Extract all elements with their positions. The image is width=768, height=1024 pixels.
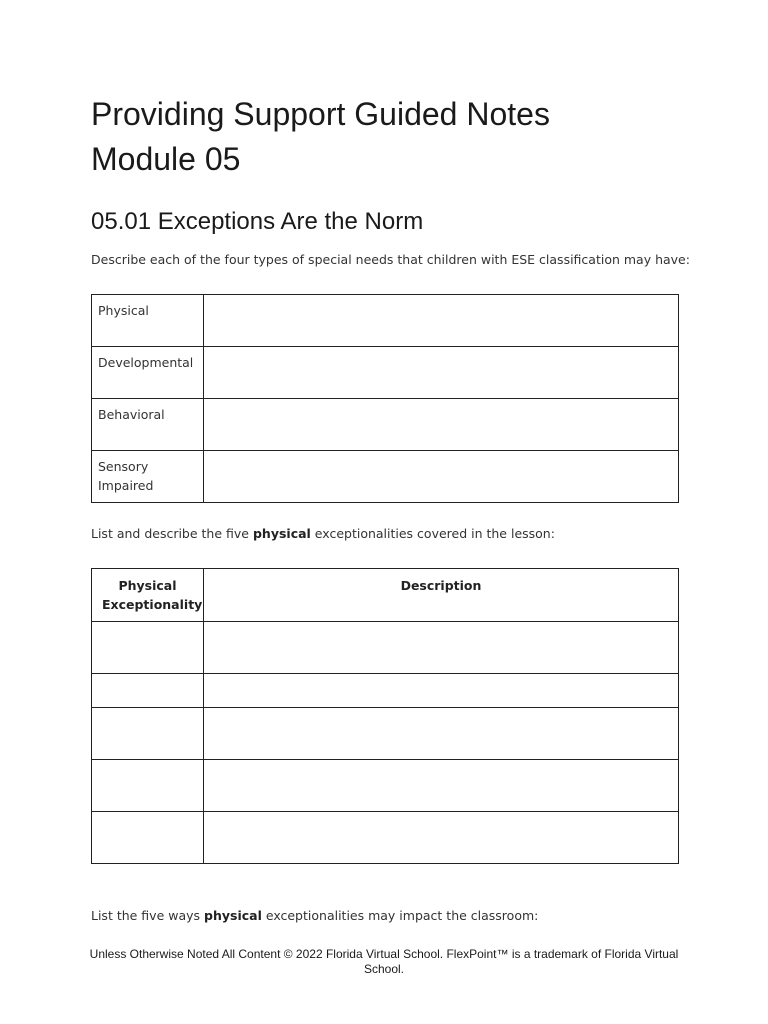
copyright-footer: Unless Otherwise Noted All Content © 2022 Florida Virtual School. FlexPoint™ is a trademark of Florida Virtual School. <box>89 947 679 976</box>
answer-cell-developmental[interactable] <box>204 347 679 399</box>
physical-exceptionalities-table <box>91 568 679 864</box>
table-row <box>92 674 679 708</box>
table-row <box>92 451 679 503</box>
prompt-text: List the five ways <box>91 908 205 923</box>
exceptionality-description-cell[interactable] <box>204 812 679 864</box>
exceptionality-name-cell[interactable] <box>92 708 204 760</box>
type-label-sensory-impaired: Sensory Impaired <box>92 451 204 503</box>
prompt-text: exceptionalities covered in the lesson: <box>310 526 555 541</box>
column-header-exceptionality: Physical Exceptionality <box>92 569 204 622</box>
exceptionality-name-cell[interactable] <box>92 674 204 708</box>
answer-cell-physical[interactable] <box>204 295 679 347</box>
exceptionality-description-cell[interactable] <box>204 708 679 760</box>
title-line-1: Providing Support Guided Notes <box>91 96 550 132</box>
type-label-behavioral: Behavioral <box>92 399 204 451</box>
special-needs-table <box>91 294 679 503</box>
prompt-emphasis: physical <box>252 526 311 541</box>
special-needs-prompt: Describe each of the four types of special needs that children with ESE classification may have: <box>91 252 690 267</box>
title-line-2: Module 05 <box>91 141 241 177</box>
table-header-row <box>92 569 679 622</box>
table-row <box>92 622 679 674</box>
table-row <box>92 295 679 347</box>
table-row <box>92 347 679 399</box>
exceptionality-description-cell[interactable] <box>204 622 679 674</box>
exceptionality-description-cell[interactable] <box>204 760 679 812</box>
exceptionality-name-cell[interactable] <box>92 622 204 674</box>
physical-exceptionalities-prompt <box>91 525 555 543</box>
prompt-emphasis: physical <box>204 908 262 923</box>
type-label-developmental: Developmental <box>92 347 204 399</box>
answer-cell-behavioral[interactable] <box>204 399 679 451</box>
table-row <box>92 399 679 451</box>
classroom-impact-prompt <box>91 907 538 925</box>
type-label-physical: Physical <box>92 295 204 347</box>
section-heading: 05.01 Exceptions Are the Norm <box>91 208 424 235</box>
table-row <box>92 708 679 760</box>
prompt-text: List and describe the five <box>91 526 253 541</box>
answer-cell-sensory-impaired[interactable] <box>204 451 679 503</box>
page-title <box>91 92 691 182</box>
table-row <box>92 812 679 864</box>
prompt-text: exceptionalities may impact the classroom: <box>261 908 539 923</box>
column-header-description: Description <box>204 569 679 622</box>
exceptionality-name-cell[interactable] <box>92 812 204 864</box>
table-row <box>92 760 679 812</box>
exceptionality-name-cell[interactable] <box>92 760 204 812</box>
exceptionality-description-cell[interactable] <box>204 674 679 708</box>
